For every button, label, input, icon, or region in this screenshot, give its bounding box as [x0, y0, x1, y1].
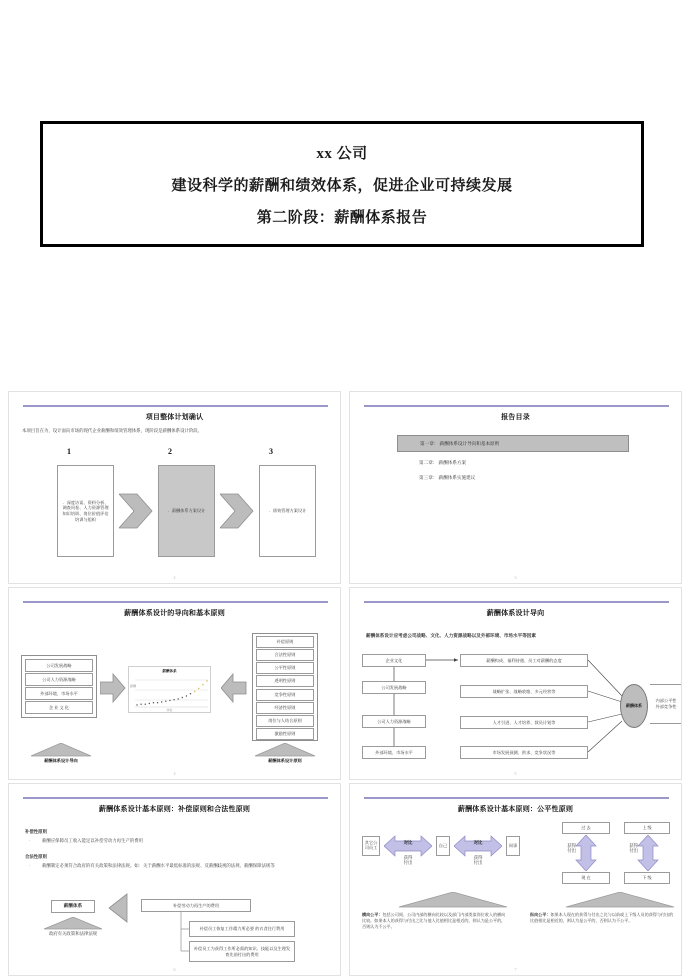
arrow-step2-to-step3-icon — [220, 486, 254, 536]
outcome-callout — [650, 684, 682, 724]
chain-box-2: 公司发展战略 — [362, 681, 426, 694]
slide-thumbnail-7[interactable] — [349, 783, 682, 976]
step-number-2: 2 — [168, 447, 172, 456]
left-item-4: 企 业 文 化 — [25, 701, 93, 714]
caption-triangle-right-icon — [254, 743, 316, 757]
compensation-top-box: 补偿劳动力再生产的费用 — [141, 899, 251, 912]
caption-triangle-left-icon — [30, 743, 92, 757]
step-box-3: ．绩效管理方案设计 — [259, 465, 316, 557]
compare-label-right: 对比 — [473, 840, 483, 845]
legend-horizontal-fairness — [362, 912, 507, 930]
right-item-5: 竞争性原则 — [256, 689, 314, 701]
outcome-line-2: 外部竞争性 — [655, 704, 677, 709]
left-item-1: 公司发展战略 — [25, 659, 93, 672]
chain-box-3: 公司人力资源战略 — [362, 715, 426, 728]
toc-item-chapter-2[interactable]: 第二章： 薪酬体系方案 — [419, 460, 467, 465]
toc-item-chapter-1[interactable] — [397, 435, 629, 452]
factor-box-2: 战略扩张、战略收缩、多元经营等 — [460, 685, 588, 698]
factor-box-4: 市场发展预测、供求、竞争状况等 — [460, 746, 588, 759]
compensation-sub-box-1: 补偿员工恢复工作精力所必要 的衣食住行费用 — [189, 921, 295, 937]
right-item-3: 公平性原则 — [256, 662, 314, 674]
slide-accent-rule — [364, 405, 669, 407]
legend-triangle-left-icon — [398, 892, 508, 908]
legend-text-horizontal: 包括公司间、公司内部的横向比较以及部门内部类似岗位收入的横向比较。如果本人的获得与付出之比与他人比值相比是相近的，则认为是公平的，否则认为不公平。 — [362, 912, 506, 930]
slide-accent-rule — [364, 797, 669, 799]
chain-box-4: 外部环境、市场水平 — [362, 746, 426, 759]
left-item-3: 外部环境、市场水平 — [25, 687, 93, 700]
vertical-box-superior: 上 级 — [624, 822, 670, 834]
slide-thumbnail-6[interactable] — [8, 783, 341, 976]
slide-thumbnail-5[interactable] — [349, 587, 682, 780]
vertical-arrow-2-icon — [637, 835, 659, 876]
toc-item-chapter-3[interactable]: 第三章： 薪酬体系实施建议 — [419, 475, 476, 480]
section-bullet-1: 薪酬应保障员工收入能足以补偿劳动力再生产的费用 — [42, 838, 143, 843]
chain-box-1: 企业文化 — [362, 654, 426, 667]
slide-page-number: 5 — [514, 771, 517, 776]
horizontal-box-self: 自己 — [436, 836, 450, 856]
chart-xlabel: 岗位 — [166, 708, 173, 712]
compensation-connectors — [9, 784, 341, 976]
sublabel-pay: 付出 — [403, 859, 413, 865]
vertical-box-present: 现 在 — [562, 872, 610, 884]
slide-title: 薪酬体系设计导向 — [486, 609, 545, 617]
slide-subtitle: 薪酬体系设计应考虑公司战略、文化、人力资源战略以及外部环境、市场水平等因素 — [366, 633, 536, 638]
legend-term-horizontal: 横向公平： — [362, 912, 383, 917]
vertical-box-subordinate: 下 级 — [624, 872, 670, 884]
chart-title: 薪酬体系 — [162, 669, 177, 673]
bullet-marker-2: · — [29, 863, 31, 868]
slide-thumbnail-4[interactable] — [8, 587, 341, 780]
right-item-8: 激励性原则 — [256, 728, 314, 740]
slide-intro-text: 本项目旨在为，设计面向市场的现代企业薪酬和绩效管理体系，现阶段是薪酬体系设计阶段。 — [22, 428, 203, 433]
slide-title: 薪酬体系设计基本原则：公平性原则 — [457, 805, 574, 813]
sublabel-gain: 获得 — [567, 843, 576, 848]
vertical-arrow-1-icon — [575, 835, 597, 876]
hub-ellipse: 薪酬体系 — [620, 684, 648, 728]
left-caption: 薪酬体系设计导向 — [44, 758, 78, 763]
horizontal-box-other: 其它公司员工 — [362, 836, 380, 856]
sublabel-pay: 付出 — [567, 847, 576, 853]
legend-triangle-right-icon — [565, 892, 675, 908]
sublabel-pay: 付出 — [629, 847, 638, 853]
diagram-node-box: 薪酬体系 — [51, 900, 95, 913]
document-title-box — [40, 121, 644, 247]
step-number-3: 3 — [269, 447, 273, 456]
title-company: xx 公司 — [316, 145, 368, 162]
title-subject: 建设科学的薪酬和绩效体系，促进企业可持续发展 — [171, 177, 513, 194]
section-heading-2: 合法性原则 — [25, 854, 47, 859]
factor-box-1: 薪酬构成、福利待遇、员工对薪酬的态度 — [460, 654, 588, 667]
sublabel-pay: 付出 — [473, 859, 483, 865]
compensation-sub-box-2: 补偿员工为获得工作所必需的知识、技能以及生理发育先前付出的费用 — [189, 941, 295, 962]
arrow-step1-to-step2-icon — [119, 486, 153, 536]
slide-page-number: 6 — [173, 967, 176, 972]
arrow-right-to-center-icon — [221, 672, 247, 704]
slide-grid — [8, 391, 682, 976]
vertical-box-past: 过 去 — [562, 822, 610, 834]
slide-title: 薪酬体系设计基本原则：补偿原则和合法性原则 — [98, 805, 251, 813]
arrow-left-to-center-icon — [100, 672, 126, 704]
right-item-6: 经济性原则 — [256, 702, 314, 714]
sublabel-gain: 获得 — [629, 843, 638, 848]
slide-accent-rule — [23, 405, 328, 407]
horizontal-box-colleague: 同事 — [506, 836, 520, 856]
factor-box-3: 人才引进、人才培养、裁员计划等 — [460, 716, 588, 729]
section-bullet-2: 薪酬制定必须符合政府的有关政策和法律法规。如：关于薪酬水平最低标准的法规、反薪酬歧视的法规、薪酬保障法规等 — [42, 863, 275, 868]
right-item-1: 补偿原则 — [256, 636, 314, 648]
step-box-1: ．深度访谈、资料分析、调查问卷、人力资源管理知识培训、岗位价值评估培训与组织 — [57, 465, 114, 557]
slide-page-number: 7 — [514, 967, 517, 972]
slide-page-number: 2 — [173, 575, 176, 580]
slide-title: 报告目录 — [501, 413, 530, 421]
slide-title: 项目整体计划确认 — [145, 413, 204, 421]
step-number-1: 1 — [67, 447, 71, 456]
title-phase: 第二阶段：薪酬体系报告 — [256, 209, 428, 226]
salary-structure-chart — [128, 666, 211, 713]
bullet-marker-1: · — [29, 838, 31, 843]
sublabel-gain: 获得 — [473, 855, 483, 860]
slide-thumbnail-3[interactable] — [349, 391, 682, 584]
slide-page-number: 3 — [514, 575, 517, 580]
vertical-sublabel-1 — [558, 844, 576, 854]
diagram-base-label: 政府有关政策和法律法规 — [48, 931, 98, 936]
slide-page-number: 4 — [173, 771, 176, 776]
right-caption: 薪酬体系设计原则 — [268, 758, 302, 763]
compare-sublabel-left — [392, 856, 424, 866]
right-item-2: 合法性原则 — [256, 649, 314, 661]
slide-thumbnail-2[interactable] — [8, 391, 341, 584]
compare-sublabel-right — [462, 856, 494, 866]
slide-title: 薪酬体系设计的导向和基本原则 — [124, 609, 225, 617]
toc-item-label: 第一章： 薪酬体系设计导向和基本原则 — [420, 440, 500, 446]
slide-accent-rule — [23, 601, 328, 603]
outcome-line-1: 内部公平性 — [655, 698, 677, 704]
vertical-sublabel-2 — [620, 844, 638, 854]
legend-term-vertical: 纵向公平： — [530, 912, 551, 917]
legend-vertical-fairness — [530, 912, 675, 924]
compare-label-left: 对比 — [403, 840, 413, 845]
chart-plot-area — [129, 667, 212, 714]
sublabel-gain: 获得 — [403, 855, 413, 860]
chart-ylabel: 薪酬 — [130, 684, 137, 688]
legend-text-vertical: 如果本人现在的获得与付出之比与以前或上下级人员的获得与付出的比值相比是相近的，则认为是公平的，否则认为不公平。 — [530, 912, 674, 924]
right-item-7: 岗位与人结合原则 — [256, 715, 314, 727]
left-item-2: 公司人力资源战略 — [25, 673, 93, 686]
right-item-4: 透明性原则 — [256, 675, 314, 687]
section-heading-1: 补偿性原则 — [25, 829, 47, 834]
step-box-2: ．薪酬体系方案设计 — [158, 465, 215, 557]
